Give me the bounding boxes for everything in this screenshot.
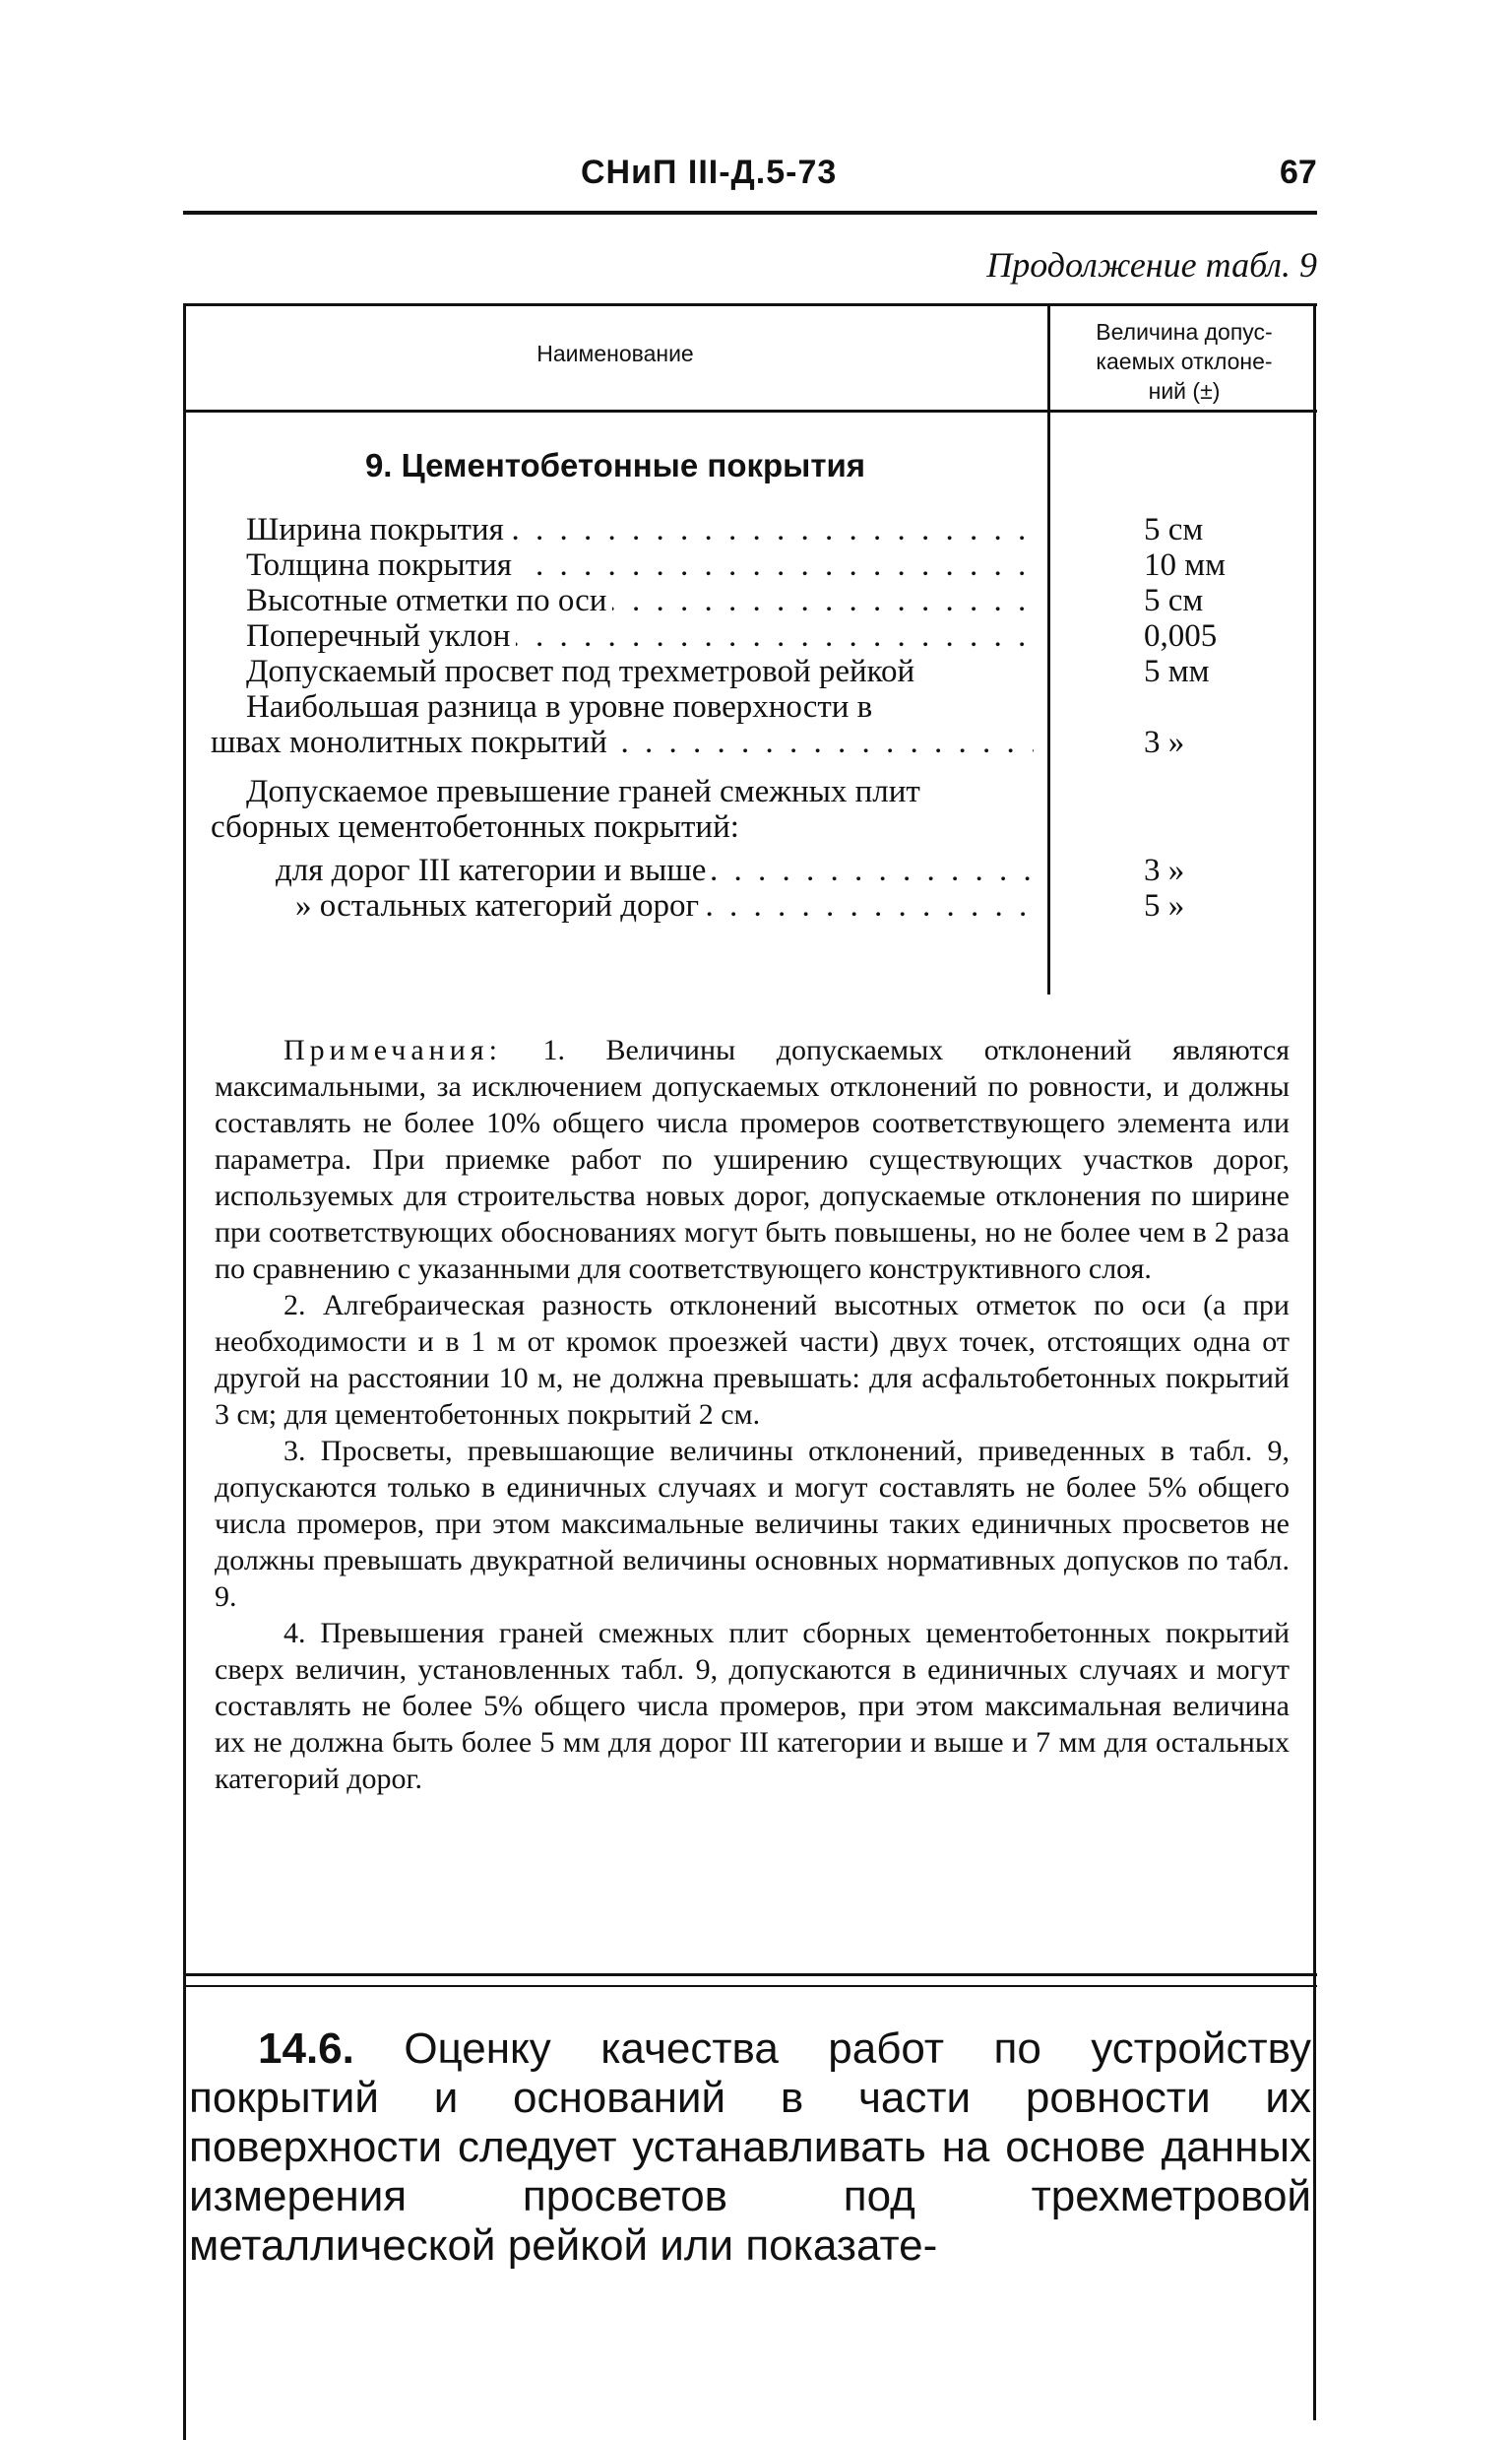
table-column-separator xyxy=(1047,303,1050,995)
row-value: 5 см xyxy=(1144,512,1204,547)
row-value: 3 » xyxy=(1144,725,1185,760)
note-4: 4. Превышения граней смежных плит сборных цементобетонных покрытий сверх величин, установленных табл. 9, допускаются в единичных случаях и могут составлять не более 5% общего числа промеров, при этом максимальная величина их не должна быть более 5 мм для дорог III категории и выше и 7 мм для остальных категорий дорог. xyxy=(215,1617,1290,1795)
notes-label: Примечания: xyxy=(284,1034,502,1066)
row-label: сборных цементобетонных покрытий: xyxy=(211,809,745,845)
row-label: швах монолитных покрытий xyxy=(211,725,613,760)
column-header-value-line: Величина допус- xyxy=(1096,319,1273,345)
row-label: Высотные отметки по оси xyxy=(246,583,612,618)
table-continuation-caption: Продолжение табл. 9 xyxy=(986,245,1317,285)
table-row-values xyxy=(1053,512,1315,924)
table-bottom-border xyxy=(183,1973,1317,1976)
table-row xyxy=(246,583,1034,618)
table-row xyxy=(246,774,1034,809)
table-row xyxy=(246,618,1034,654)
table-header-separator xyxy=(183,410,1317,413)
table-left-border xyxy=(183,303,186,2440)
table-row xyxy=(246,689,1034,725)
page-number: 67 xyxy=(1280,154,1317,191)
row-value: 5 см xyxy=(1144,583,1204,618)
table-notes xyxy=(215,1032,1290,1797)
paragraph-14-6 xyxy=(189,2024,1311,2271)
note-2: 2. Алгебраическая разность отклонений высотных отметок по оси (а при необходимости и в 1 м от кромок проезжей части) двух точек, отстоящих одна от другой на расстоянии 10 м, не должна превышать: для асфальтобетонных покрытий 3 см; для цементобетонных покрытий 2 см. xyxy=(215,1289,1290,1431)
row-label: Допускаемый просвет под трехметровой рейкой xyxy=(246,654,920,689)
row-value: 0,005 xyxy=(1144,618,1218,654)
section-title: 9. Цементобетонные покрытия xyxy=(364,447,866,483)
table-row xyxy=(246,547,1034,583)
row-value: 3 » xyxy=(1144,853,1185,888)
column-header-value xyxy=(1053,317,1315,406)
row-label: Наибольшая разница в уровне поверхности в xyxy=(246,689,878,725)
table-row xyxy=(246,654,1034,689)
row-value: 5 мм xyxy=(1144,654,1210,689)
table-row-labels xyxy=(211,512,1034,924)
row-label: Ширина покрытия xyxy=(246,512,510,547)
row-value xyxy=(1053,774,1315,809)
row-value xyxy=(1053,809,1315,845)
row-label: » остальных категорий дорог xyxy=(295,888,705,924)
table-row xyxy=(295,888,1034,924)
note-1 xyxy=(215,1032,1290,1287)
header-rule xyxy=(183,211,1317,215)
paragraph-number: 14.6. xyxy=(258,2024,354,2073)
row-label: Поперечный уклон xyxy=(246,618,516,654)
note-3: 3. Просветы, превышающие величины отклонений, приведенных в табл. 9, допускаются только в единичных случаях и могут составлять не более 5% общего числа промеров, при этом максимальные величины таких единичных просветов не должны превышать двукратной величины основных нормативных допусков по табл. 9. xyxy=(215,1435,1290,1613)
row-value: 10 мм xyxy=(1144,547,1227,583)
table-row xyxy=(211,725,1034,760)
column-header-name: Наименование xyxy=(536,341,694,366)
note-1-text: 1. Величины допускаемых отклонений являются максимальными, за исключением допускаемых отклонений по ровности, и должны составлять не более 10% общего числа промеров соответствующего элемента или параметра. При приемке работ по уширению существующих участков дорог, используемых для строительства новых дорог, допускаемые отклонения по ширине при соответствующих обоснованиях могут быть повышены, но не более чем в 2 раза по сравнению с указанными для соответствующего конструктивного слоя. xyxy=(215,1034,1290,1285)
table-top-border xyxy=(183,303,1317,306)
row-value xyxy=(1053,689,1315,725)
row-label: для дорог III категории и выше xyxy=(276,853,712,888)
table-row xyxy=(276,853,1034,888)
table-row xyxy=(211,809,1034,845)
column-header-value-line: ний (±) xyxy=(1148,378,1221,404)
row-value: 5 » xyxy=(1144,888,1185,924)
body-paragraph xyxy=(189,2024,1311,2271)
row-label: Допускаемое превышение граней смежных плит xyxy=(246,774,926,809)
table-row xyxy=(246,512,1034,547)
table-bottom-border-inner xyxy=(183,1985,1317,1987)
paragraph-text: Оценку качества работ по устройству покрытий и оснований в части ровности их поверхности следует устанавливать на основе данных измерения просветов под трехметровой металлической рейкой или показате- xyxy=(189,2024,1311,2270)
document-code: СНиП III-Д.5-73 xyxy=(581,154,838,191)
row-label: Толщина покрытия xyxy=(246,547,518,583)
column-header-value-line: каемых отклоне- xyxy=(1096,349,1273,374)
